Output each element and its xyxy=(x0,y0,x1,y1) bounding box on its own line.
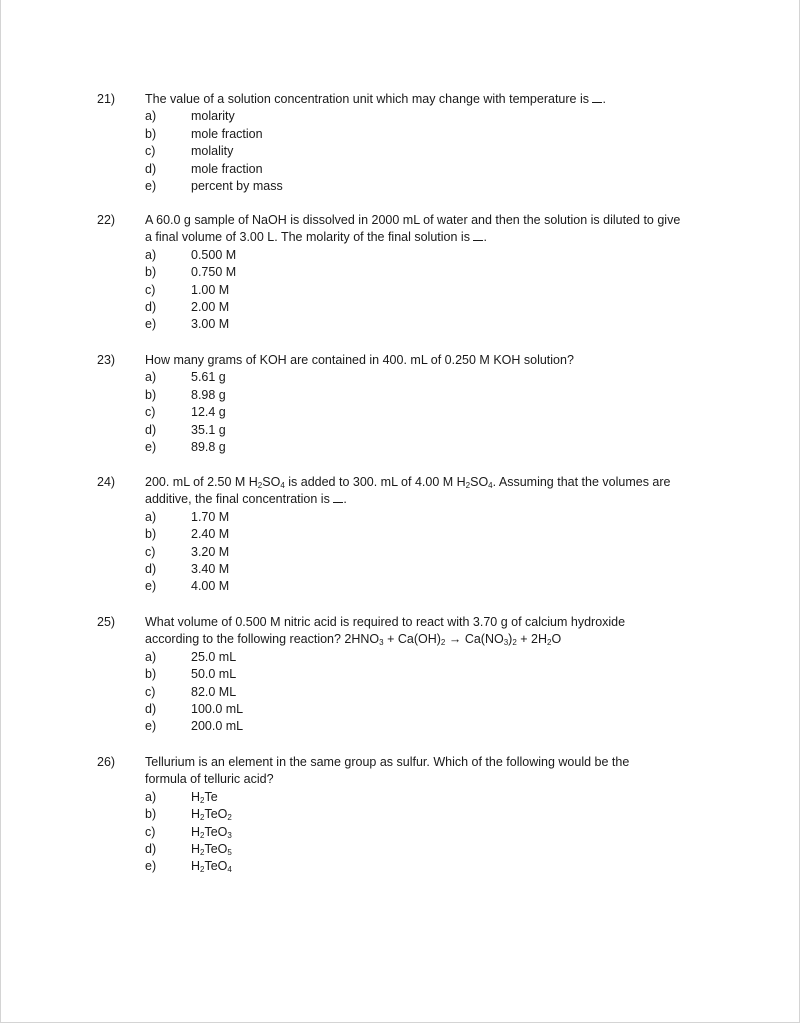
choice-letter: a) xyxy=(145,370,157,385)
choice-letter: e) xyxy=(145,439,157,454)
choice-letter: a) xyxy=(145,649,157,664)
answer-choice xyxy=(145,666,737,683)
choice-letter: d) xyxy=(145,299,157,314)
question-number: 22) xyxy=(97,213,116,227)
choice-text: 12.4 g xyxy=(191,405,226,420)
answer-choice xyxy=(145,789,737,806)
question-body xyxy=(145,352,737,456)
question-text-line: a final volume of 3.00 L. The molarity of the final solution is . xyxy=(145,230,487,245)
choice-letter: b) xyxy=(145,807,157,822)
choice-text: 5.61 g xyxy=(191,370,226,385)
question-text: How many grams of KOH are contained in 400. mL of 0.250 M KOH solution? xyxy=(145,353,574,367)
answer-choice xyxy=(145,108,737,125)
choice-letter: e) xyxy=(145,859,157,874)
answer-choice xyxy=(145,824,737,841)
answer-choice xyxy=(145,684,737,701)
answer-choice xyxy=(145,282,737,299)
answer-choice xyxy=(145,264,737,281)
choice-text: 100.0 mL xyxy=(191,701,244,716)
answer-choice xyxy=(145,561,737,578)
answer-choice xyxy=(145,841,737,858)
choice-text: 35.1 g xyxy=(191,422,226,437)
answer-choice xyxy=(145,299,737,316)
question-text-line xyxy=(145,614,737,631)
question-26 xyxy=(97,754,737,876)
choice-letter: d) xyxy=(145,161,157,176)
question-body xyxy=(145,91,737,195)
question-22 xyxy=(97,212,737,334)
choice-text: mole fraction xyxy=(191,161,263,176)
choice-letter: e) xyxy=(145,178,157,193)
answer-choice xyxy=(145,247,737,264)
choice-text: 89.8 g xyxy=(191,439,226,454)
question-text-line xyxy=(145,754,737,771)
choice-letter: c) xyxy=(145,405,156,420)
answer-choice xyxy=(145,439,737,456)
question-text: according to the following reaction? $2HNO_3 + Ca(OH)_2 \to Ca(NO_3)_2 + 2H_2O$ xyxy=(145,632,562,648)
answer-choice xyxy=(145,718,737,735)
choice-letter: a) xyxy=(145,247,157,262)
choice-letter: d) xyxy=(145,561,157,576)
question-number: 25) xyxy=(97,615,116,629)
choice-text: 50.0 mL xyxy=(191,667,237,682)
answer-blank xyxy=(333,491,343,503)
answer-blank xyxy=(473,229,483,241)
choice-text: 2.00 M xyxy=(191,299,230,314)
answer-choice xyxy=(145,544,737,561)
question-text: A 60.0 g sample of NaOH is dissolved in 2000 mL of water and then the solution is diluted to give xyxy=(145,213,681,227)
choice-letter: a) xyxy=(145,509,157,524)
question-text-line xyxy=(145,631,737,648)
choice-letter: c) xyxy=(145,684,156,699)
question-number: 23) xyxy=(97,353,116,367)
answer-choice xyxy=(145,509,737,526)
choice-text: molarity xyxy=(191,109,235,124)
choice-letter: b) xyxy=(145,387,157,402)
choice-text: 0.500 M xyxy=(191,247,237,262)
question-text: What volume of 0.500 M nitric acid is required to react with 3.70 g of calcium hydroxide xyxy=(145,615,626,629)
choice-letter: c) xyxy=(145,544,156,559)
question-23 xyxy=(97,352,737,456)
choice-text: 25.0 mL xyxy=(191,649,237,664)
choice-text: $H_2TeO_2$ xyxy=(191,807,232,823)
question-text-line: The value of a solution concentration unit which may change with temperature is . xyxy=(145,92,606,106)
answer-choice xyxy=(145,806,737,823)
question-text-line xyxy=(145,474,737,491)
choice-text: 200.0 mL xyxy=(191,719,244,734)
choice-letter: d) xyxy=(145,701,157,716)
answer-choice xyxy=(145,404,737,421)
choice-text: 1.70 M xyxy=(191,509,230,524)
choice-letter: c) xyxy=(145,282,156,297)
choice-letter: e) xyxy=(145,317,157,332)
question-text: 200. mL of 2.50 M $H_2SO_4$ is added to 300. mL of 4.00 M $H_2SO_4$. Assuming that the volumes are xyxy=(145,475,671,490)
choice-letter: e) xyxy=(145,719,157,734)
choice-letter: a) xyxy=(145,789,157,804)
question-text-line xyxy=(145,212,737,229)
answer-choice xyxy=(145,578,737,595)
answer-blank xyxy=(592,91,602,103)
question-body xyxy=(145,212,737,334)
answer-choice xyxy=(145,178,737,195)
choice-letter: c) xyxy=(145,824,156,839)
question-number: 21) xyxy=(97,92,116,106)
question-number: 26) xyxy=(97,755,116,769)
question-text-line xyxy=(145,771,737,788)
choice-text: $H_2TeO_4$ xyxy=(191,859,232,875)
answer-choice xyxy=(145,701,737,718)
choice-text: $H_2Te$ xyxy=(191,789,218,805)
question-text-line: additive, the final concentration is . xyxy=(145,492,347,507)
choice-letter: b) xyxy=(145,667,157,682)
answer-choice xyxy=(145,858,737,875)
choice-letter: b) xyxy=(145,527,157,542)
question-text: formula of telluric acid? xyxy=(145,772,274,787)
question-body xyxy=(145,754,737,876)
choice-letter: d) xyxy=(145,422,157,437)
choice-letter: c) xyxy=(145,144,156,159)
question-number: 24) xyxy=(97,475,116,489)
choice-text: 8.98 g xyxy=(191,387,226,402)
question-25 xyxy=(97,614,737,736)
choice-letter: b) xyxy=(145,265,157,280)
choice-text: 1.00 M xyxy=(191,282,230,297)
choice-text: 4.00 M xyxy=(191,579,230,594)
answer-choice xyxy=(145,649,737,666)
choice-letter: b) xyxy=(145,126,157,141)
choice-text: mole fraction xyxy=(191,126,263,141)
choice-text: molality xyxy=(191,144,234,159)
answer-choice xyxy=(145,526,737,543)
choice-text: $H_2TeO_3$ xyxy=(191,824,232,840)
question-21 xyxy=(97,91,737,195)
choice-letter: e) xyxy=(145,579,157,594)
question-body xyxy=(145,614,737,736)
choice-text: 3.20 M xyxy=(191,544,230,559)
choice-text: 82.0 ML xyxy=(191,684,237,699)
question-body xyxy=(145,474,737,596)
choice-text: 3.40 M xyxy=(191,561,230,576)
answer-choice xyxy=(145,161,737,178)
question-text: The value of a solution concentration unit which may change with temperature is xyxy=(145,92,589,106)
choice-text: percent by mass xyxy=(191,178,283,193)
choice-text: 3.00 M xyxy=(191,317,230,332)
choice-text: $H_2TeO_5$ xyxy=(191,841,232,857)
question-text: a final volume of 3.00 L. The molarity of the final solution is xyxy=(145,230,470,245)
choice-letter: a) xyxy=(145,109,157,124)
question-text: additive, the final concentration is xyxy=(145,492,330,507)
answer-choice xyxy=(145,316,737,333)
answer-choice xyxy=(145,422,737,439)
choice-text: 2.40 M xyxy=(191,527,230,542)
choice-text: 0.750 M xyxy=(191,265,237,280)
question-text-line xyxy=(145,352,737,369)
question-text: Tellurium is an element in the same group as sulfur. Which of the following would be the xyxy=(145,755,630,769)
choice-letter: d) xyxy=(145,841,157,856)
answer-choice xyxy=(145,369,737,386)
answer-choice xyxy=(145,126,737,143)
question-24 xyxy=(97,474,737,596)
answer-choice xyxy=(145,387,737,404)
answer-choice xyxy=(145,143,737,160)
